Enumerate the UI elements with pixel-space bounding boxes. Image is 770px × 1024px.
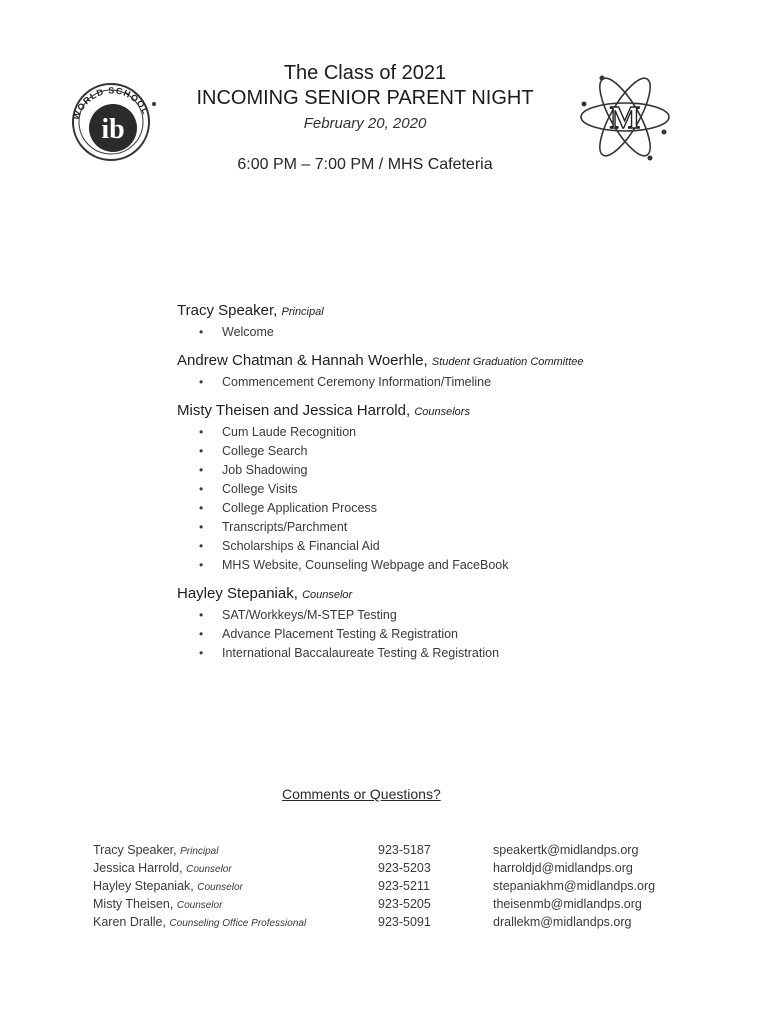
speaker-role: Counselor [302, 589, 353, 601]
contact-name-cell [93, 915, 306, 929]
contact-role: Counselor [186, 864, 232, 875]
contact-row [93, 843, 693, 861]
agenda-item: • Transcripts/Parchment [199, 518, 697, 537]
time-location: 6:00 PM – 7:00 PM / MHS Cafeteria [237, 156, 493, 173]
contact-email: drallekm@midlandps.org [493, 915, 632, 929]
speaker-name: Misty Theisen and Jessica Harrold, [177, 402, 411, 419]
agenda-item: • Scholarships & Financial Aid [199, 537, 697, 556]
speaker-name: Tracy Speaker, [177, 302, 278, 319]
agenda-item: • College Search [199, 442, 697, 461]
contact-role: Counselor [176, 900, 223, 911]
ib-mark: ib [101, 114, 125, 145]
speaker-line [177, 350, 697, 373]
speaker-line [177, 400, 697, 423]
event-title-line2: INCOMING SENIOR PARENT NIGHT [196, 87, 534, 109]
speaker-role: Counselors [414, 406, 470, 418]
contact-phone: 923-5211 [378, 879, 430, 893]
contact-list [93, 843, 693, 933]
agenda-items [177, 423, 697, 575]
agenda-items [177, 373, 697, 392]
contact-row [93, 861, 693, 879]
contact-email: theisenmb@midlandps.org [493, 897, 642, 911]
event-title-line1: The Class of 2021 [283, 62, 447, 84]
ib-ring-text: WORLD SCHOOL [70, 85, 152, 122]
contact-name: Misty Theisen, [93, 897, 174, 911]
agenda-section-principal [177, 300, 697, 342]
agenda-section-counselor-stepaniak [177, 583, 697, 663]
contact-name-cell [93, 897, 222, 911]
agenda-item: • Welcome [199, 323, 697, 342]
event-date: February 20, 2020 [303, 115, 427, 132]
agenda-item: • College Application Process [199, 499, 697, 518]
contact-name: Tracy Speaker, [93, 843, 177, 857]
contact-name: Jessica Harrold, [93, 861, 183, 875]
contact-phone: 923-5203 [378, 861, 431, 875]
agenda-section-counselors [177, 400, 697, 575]
contact-email: speakertk@midlandps.org [493, 843, 639, 857]
contact-phone: 923-5187 [378, 843, 431, 857]
speaker-line [177, 300, 697, 323]
m-mark: M [609, 99, 641, 135]
contact-name: Karen Dralle, [93, 915, 166, 929]
event-header [160, 62, 570, 134]
midland-atom-logo [578, 68, 672, 166]
agenda [177, 300, 697, 671]
contact-role: Principal [180, 846, 219, 857]
speaker-line [177, 583, 697, 606]
agenda-item: • International Baccalaureate Testing & Registration [199, 644, 697, 663]
agenda-items [177, 323, 697, 342]
agenda-item: • Cum Laude Recognition [199, 423, 697, 442]
contact-phone: 923-5205 [378, 897, 431, 911]
contact-row [93, 897, 693, 915]
contact-role: Counselor [197, 882, 243, 893]
agenda-item: • MHS Website, Counseling Webpage and FaceBook [199, 556, 697, 575]
contact-name: Hayley Stepaniak, [93, 879, 194, 893]
contact-role: Counseling Office Professional [169, 918, 307, 929]
contact-row [93, 879, 693, 897]
contact-row [93, 915, 693, 933]
ib-world-school-logo [66, 76, 156, 166]
agenda-item: • College Visits [199, 480, 697, 499]
speaker-name: Hayley Stepaniak, [177, 585, 298, 602]
agenda-section-graduation-committee [177, 350, 697, 392]
agenda-item: • Job Shadowing [199, 461, 697, 480]
speaker-name: Andrew Chatman & Hannah Woerhle, [177, 352, 428, 369]
agenda-item: • Commencement Ceremony Information/Timeline [199, 373, 697, 392]
contact-email: stepaniakhm@midlandps.org [493, 879, 656, 893]
contact-phone: 923-5091 [378, 915, 431, 929]
contact-name-cell [93, 843, 218, 857]
speaker-role: Principal [281, 306, 324, 318]
agenda-item: • Advance Placement Testing & Registration [199, 625, 697, 644]
comments-heading: Comments or Questions? [282, 786, 441, 802]
agenda-item: • SAT/Workkeys/M-STEP Testing [199, 606, 697, 625]
contact-name-cell [93, 879, 243, 893]
agenda-items [177, 606, 697, 663]
contact-name-cell [93, 861, 232, 875]
speaker-role: Student Graduation Committee [431, 356, 584, 368]
contact-email: harroldjd@midlandps.org [493, 861, 633, 875]
